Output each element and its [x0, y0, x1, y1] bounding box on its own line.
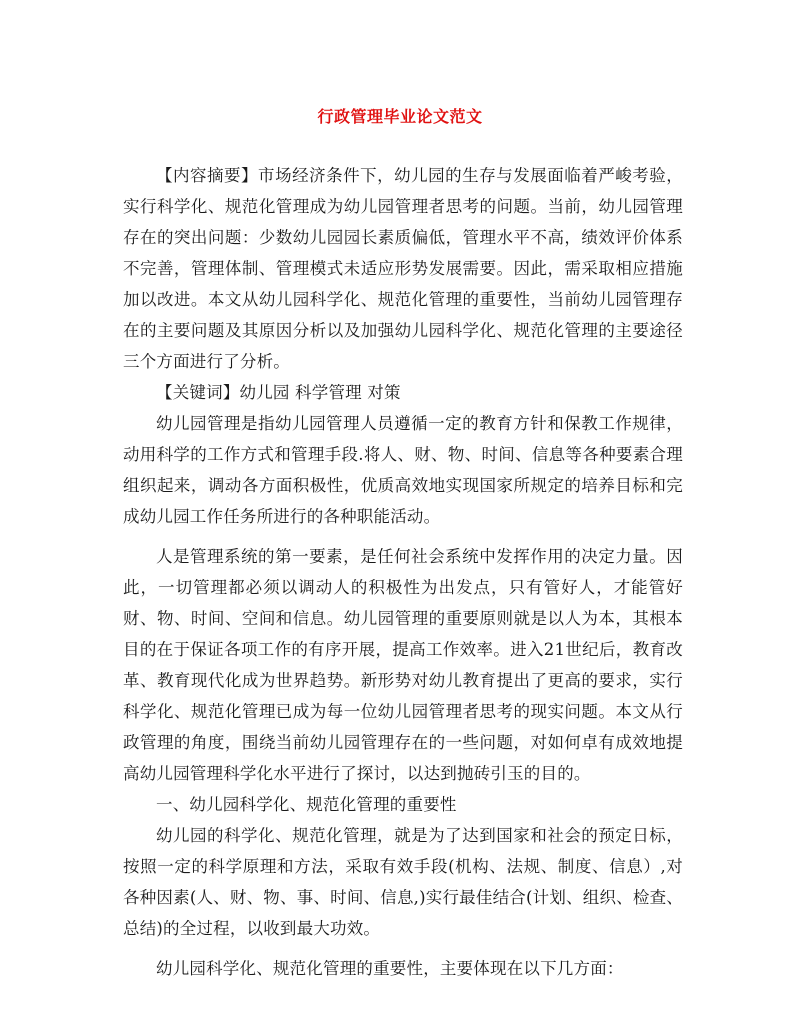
abstract-paragraph: 【内容摘要】市场经济条件下，幼儿园的生存与发展面临着严峻考验，实行科学化、规范化管理成为幼儿园管理者思考的问题。当前，幼儿园管理存在的突出问题：少数幼儿园园长素质偏低，管理水平不高，绩效评价体系不完善，管理体制、管理模式未适应形势发展需要。因此，需采取相应措施加以改进。本文从幼儿园科学化、规范化管理的重要性，当前幼儿园管理存在的主要问题及其原因分析以及加强幼儿园科学化、规范化管理的主要途径三个方面进行了分析。 [123, 166, 683, 371]
keywords-paragraph: 【关键词】幼儿园 科学管理 对策 [156, 383, 401, 402]
body-paragraph: 人是管理系统的第一要素，是任何社会系统中发挥作用的决定力量。因此，一切管理都必须以调动人的积极性为出发点，只有管好人，才能管好财、物、时间、空间和信息。幼儿园管理的重要原则就是以人为本，其根本目的在于保证各项工作的有序开展，提高工作效率。进入21世纪后，教育改革、教育现代化成为世界趋势。新形势对幼儿教育提出了更高的要求，实行科学化、规范化管理已成为每一位幼儿园管理者思考的现实问题。本文从行政管理的角度，围绕当前幼儿园管理存在的一些问题，对如何卓有成效地提高幼儿园管理科学化水平进行了探讨，以达到抛砖引玉的目的。 [123, 547, 683, 783]
document-body [123, 160, 683, 984]
intro-paragraph: 幼儿园管理是指幼儿园管理人员遵循一定的教育方针和保教工作规律，动用科学的工作方式和管理手段.将人、财、物、时间、信息等各种要素合理组织起来，调动各方面积极性，优质高效地实现国家所规定的培养目标和完成幼儿园工作任务所进行的各种职能活动。 [123, 414, 683, 526]
section-heading: 一、幼儿园科学化、规范化管理的重要性 [156, 795, 457, 814]
document-title: 行政管理毕业论文范文 [317, 107, 483, 126]
body-paragraph: 幼儿园科学化、规范化管理的重要性，主要体现在以下几方面： [156, 959, 624, 978]
body-paragraph: 幼儿园的科学化、规范化管理，就是为了达到国家和社会的预定日标，按照一定的科学原理和方法，采取有效手段(机构、法规、制度、信息）,对各种因素(人、财、物、事、时间、信息,)实行最佳结合(计划、组织、检查、总结)的全过程，以收到最大功效。 [123, 826, 683, 938]
